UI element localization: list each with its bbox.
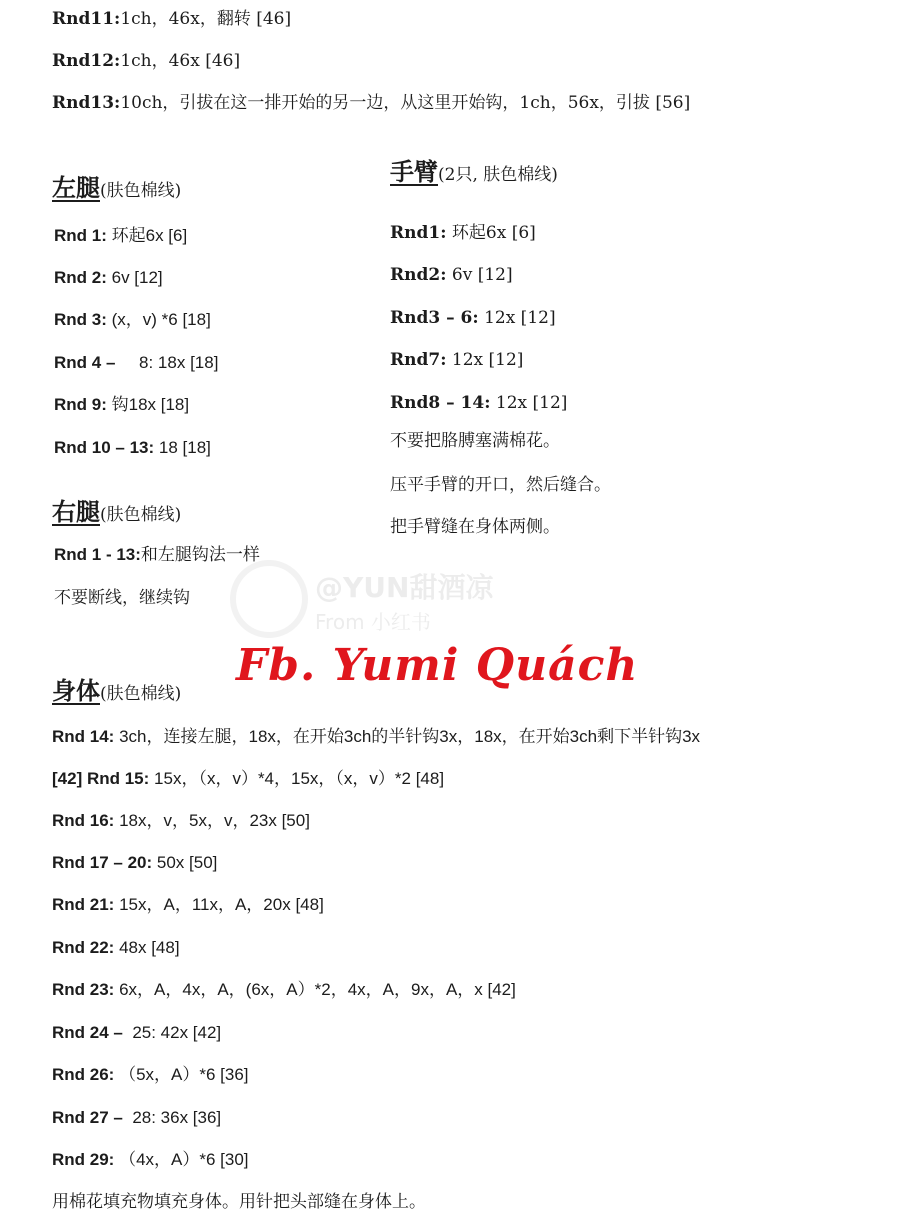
left-leg-row: Rnd 10 – 13: 18 [18]: [54, 438, 211, 457]
rnd11-line: [52, 7, 291, 31]
body-row: Rnd 16: 18x，v，5x，v，23x [50]: [52, 811, 310, 830]
arms-instruction: 不要把胳膊塞满棉花。: [390, 431, 560, 451]
left-leg-row: Rnd 9: 钩18x [18]: [54, 395, 190, 414]
rnd12-line: [52, 49, 240, 73]
body-heading: [52, 676, 181, 709]
rnd-label: Rnd12:: [52, 51, 121, 71]
arms-instruction: 压平手臂的开口，然后缝合。: [390, 475, 611, 495]
body-row: Rnd 14: 3ch，连接左腿，18x，在开始3ch的半针钩3x，18x，在开始3ch剩下半针钩3x: [52, 727, 701, 746]
section-title: 身体: [52, 677, 100, 705]
arms-row: Rnd7: 12x [12]: [390, 350, 524, 370]
watermark-logo: [230, 560, 308, 638]
body-row: Rnd 17 – 20: 50x [50]: [52, 853, 218, 872]
watermark-text: @YUN甜酒凉: [315, 571, 494, 604]
left-leg-row: Rnd 2: 6v [12]: [54, 268, 163, 287]
right-leg-row: Rnd 1 - 13:和左腿钩法一样: [54, 545, 260, 564]
left-leg-row: Rnd 4 – 8: 18x [18]: [54, 353, 219, 372]
body-row: Rnd 22: 48x [48]: [52, 938, 180, 957]
body-row: Rnd 23: 6x，A，4x，A，(6x，A）*2，4x，A，9x，A，x [42]: [52, 980, 516, 999]
body-row: [42] Rnd 15: 15x，（x，v）*4，15x，（x，v）*2 [48]: [52, 769, 445, 788]
section-note: (肤色棉线): [100, 505, 182, 525]
section-note: (肤色棉线): [100, 181, 182, 201]
body-row: Rnd 29: （4x，A）*6 [30]: [52, 1150, 249, 1169]
rnd-text: 1ch，46x [46]: [120, 51, 241, 71]
section-note: (肤色棉线): [100, 684, 182, 704]
arms-instruction: 把手臂缝在身体两侧。: [390, 517, 560, 537]
right-leg-instruction: 不要断线，继续钩: [54, 588, 190, 608]
arms-row: Rnd2: 6v [12]: [390, 265, 513, 285]
arms-row: Rnd3 – 6: 12x [12]: [390, 308, 556, 328]
arms-row: Rnd8 – 14: 12x [12]: [390, 393, 568, 413]
section-title: 右腿: [52, 498, 100, 526]
rnd13-line: [52, 91, 690, 115]
left-leg-row: Rnd 1: 环起6x [6]: [54, 226, 188, 245]
watermark-source: From 小红书: [315, 610, 431, 634]
arms-row: Rnd1: 环起6x [6]: [390, 223, 536, 243]
left-leg-heading: [52, 173, 181, 206]
rnd-text: 1ch，46x，翻转 [46]: [120, 9, 292, 29]
right-leg-heading: [52, 497, 181, 530]
rnd-label: Rnd13:: [52, 93, 121, 113]
section-note: (2只, 肤色棉线): [438, 165, 558, 185]
rnd-text: 10ch，引拔在这一排开始的另一边，从这里开始钩，1ch，56x，引拔 [56]: [120, 93, 691, 113]
body-row: Rnd 27 – 28: 36x [36]: [52, 1108, 222, 1127]
signature: Fb. Yumi Quách: [236, 640, 639, 691]
section-title: 左腿: [52, 174, 100, 202]
section-title: 手臂: [390, 158, 438, 186]
body-final-instruction: 用棉花填充物填充身体。用针把头部缝在身体上。: [52, 1192, 426, 1212]
arms-heading: [390, 157, 558, 190]
body-row: Rnd 24 – 25: 42x [42]: [52, 1023, 222, 1042]
body-row: Rnd 21: 15x，A，11x，A，20x [48]: [52, 895, 324, 914]
body-row: Rnd 26: （5x，A）*6 [36]: [52, 1065, 249, 1084]
left-leg-row: Rnd 3: (x，v) *6 [18]: [54, 310, 211, 329]
rnd-label: Rnd11:: [52, 9, 121, 29]
